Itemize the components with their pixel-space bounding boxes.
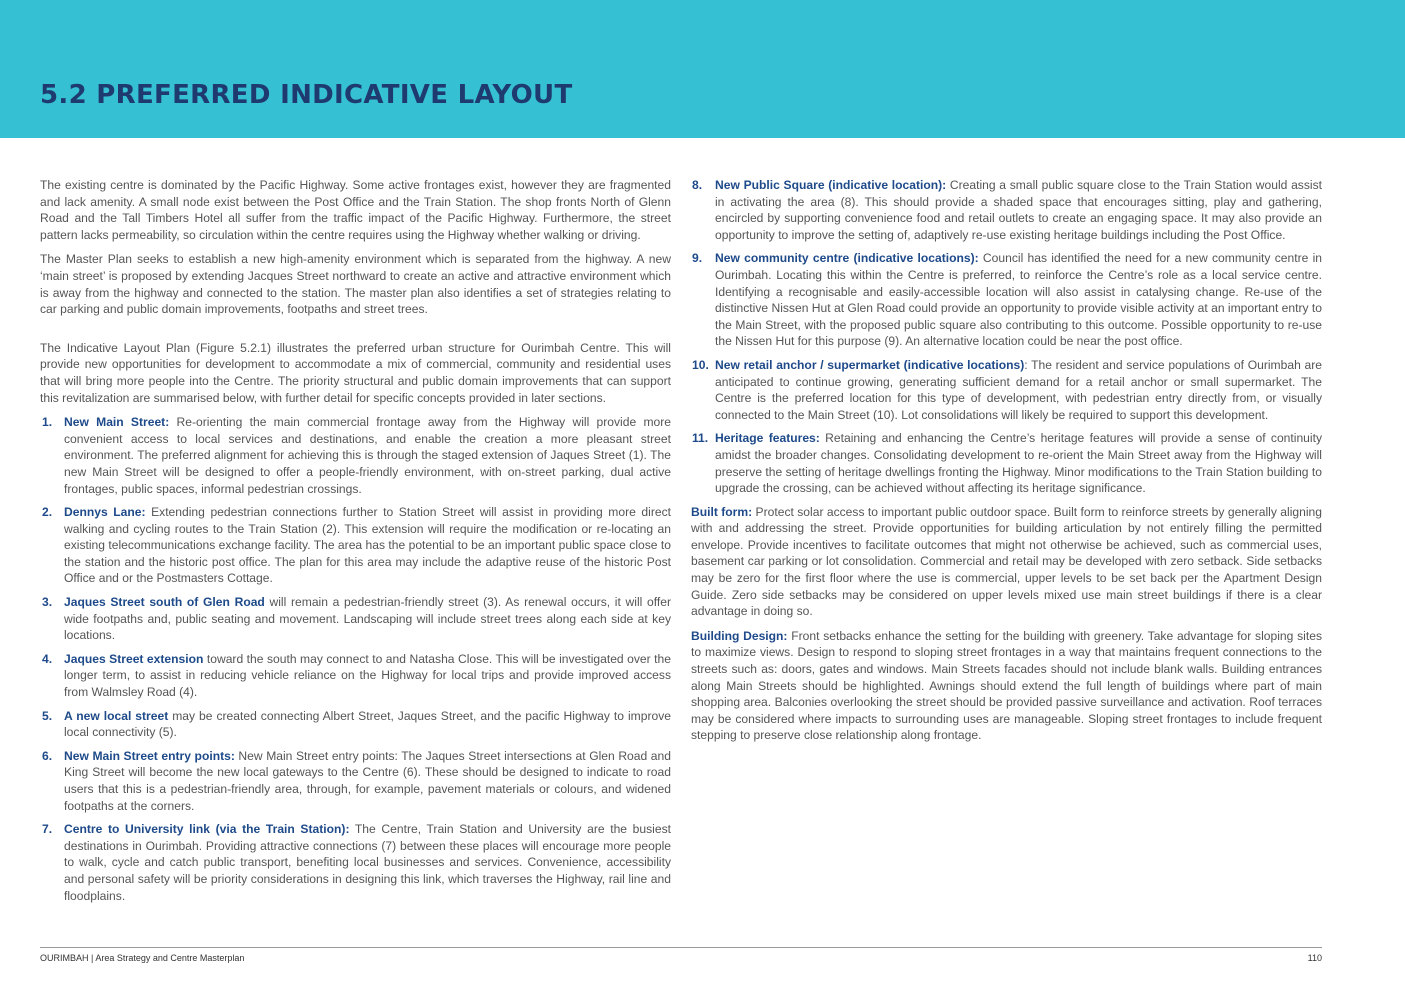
list-text: New Main Street entry points: The Jaques Street intersections at Glen Road and King Street will become the new local gateways to the Centre (6). These should be designed to indicate to road users that this is a pedestrian-friendly area, through, for example, pavement materials or colours, and widened footpaths at the corners. <box>64 748 671 813</box>
list-text: may be created connecting Albert Street, Jaques Street, and the pacific Highway to improve local connectivity (5). <box>64 708 671 740</box>
list-number: 3. <box>42 595 53 610</box>
intro-paragraph: The existing centre is dominated by the Pacific Highway. Some active frontages exist, however they are fragmented and lack amenity. A small node exist between the Post Office and the Train Station. The shop fronts North of Glenn Road and the Tall Timbers Hotel all suffer from the traffic impact of the Pacific Highway. Furthermore, the street pattern lacks permeability, so circulation within the centre requires using the Highway whether walking or driving. <box>40 178 671 242</box>
list-number: 9. <box>692 251 703 266</box>
footer-divider <box>40 947 1322 948</box>
list-heading: New Public Square (indicative location): <box>715 178 947 192</box>
list-number: 10. <box>692 357 709 372</box>
list-heading: Jaques Street extension <box>64 651 204 666</box>
list-text: toward the south may connect to and Natasha Close. This will be investigated over the longer term, to assist in reducing vehicle reliance on the Highway for local trips and provide improved access from Walmsley Road (4). <box>64 651 671 700</box>
built-form-text: Protect solar access to important public outdoor space. Built form to reinforce streets by generally aligning with and addressing the street. Provide opportunities for building articulation by not entirely filling the permitted envelope. Provide incentives to facilitate outcomes that might not otherwise be achieved, such as commercial uses, basement car parking or lot consolidation. Commercial and retail may be developed with zero setback. Side setbacks may be zero for the first floor where the use is commercial, upper levels to be set back per the Apartment Design Guide. Zero side setbacks may be considered on upper levels mixed use main street buildings if there is a clear advantage in doing so. <box>691 504 1322 619</box>
indicative-layout-paragraph: The Indicative Layout Plan (Figure 5.2.1) illustrates the preferred urban structure for Ourimbah Centre. This will provide new opportunities for development to accommodate a mix of commercial, community and residential uses that will bring more people into the Centre. The priority structural and public domain improvements that can support this revitalization are summarised below, with further detail for specific concepts provided in later sections. <box>40 340 671 405</box>
list-item <box>40 504 671 587</box>
building-design-heading: Building Design: <box>691 628 788 643</box>
left-column <box>40 177 671 911</box>
list-text: will remain a pedestrian-friendly street (3). As renewal occurs, it will offer wide footpaths and, public seating and movement. Landscaping will include street trees along each side at key locations. <box>64 595 671 643</box>
list-number: 11. <box>692 431 709 446</box>
list-text: Retaining and enhancing the Centre’s heritage features will provide a sense of continuity amidst the broader changes. Consolidating development to re-orient the Main Street away from the Highway will preserve the setting of heritage dwellings fronting the Highway. Minor modifications to the Train Station building to upgrade the crossing, can be achieved without affecting its heritage significance. <box>715 431 1322 496</box>
master-plan-paragraph: The Master Plan seeks to establish a new high-amenity environment which is separated from the highway. A new ‘main street’ is proposed by extending Jacques Street northward to create an active and attractive environment which is away from the highway and connected to the station. The master plan also identifies a set of strategies relating to car parking and public domain improvements, footpaths and street trees. <box>40 252 671 317</box>
header-banner <box>0 0 1405 138</box>
built-form-paragraph <box>691 504 1322 620</box>
list-text: The Centre, Train Station and University are the busiest destinations in Ourimbah. Providing attractive connections (7) between these places will encourage more people to walk, cycle and catch public transport, benefiting local businesses and services. Convenience, accessibility and personal safety will be priority considerations in designing this link, which traverses the Highway, rail line and floodplains. <box>64 822 671 903</box>
list-item <box>40 651 671 701</box>
building-design-text: Front setbacks enhance the setting for the building with greenery. Take advantage for sloping sites to maximize views. Design to respond to sloping street frontages in a way that maintains frequent connections to the streets such as: doors, gates and windows. Main Streets facades should not include blank walls. Building entrances along Main Streets should be highlighted. Awnings should extend the full length of buildings where part of main shopping area. Balconies overlooking the street should be provided passive surveillance and activation. Roof terraces may be considered where impacts to surrounding uses are manageable. Sloping street frontages to include frequent stepping to preserve close relationship along frontage. <box>691 628 1322 743</box>
right-column <box>691 177 1322 752</box>
list-item <box>40 414 671 497</box>
list-number: 5. <box>42 708 53 723</box>
list-text: Re-orienting the main commercial frontage away from the Highway will provide more convenient access to local services and destinations, and enable the creation a more pleasant street environment. The preferred alignment for achieving this is through the staged extension of Jaques Street (1). The new Main Street will be designed to offer a people-friendly environment, with on-street parking, dual active frontages, public spaces, informal pedestrian crossings. <box>64 415 671 496</box>
list-text: Extending pedestrian connections further to Station Street will assist in providing more direct walking and cycling routes to the Train Station (2). This extension will require the modification or re-locating an existing telecommunications exchange facility. The area has the potential to be an important public space close to the station and the historic post office. The plan for this area may include the adaptive reuse of the historic Post Office and or the Postmasters Cottage. <box>64 505 671 586</box>
footer-document-title: OURIMBAH | Area Strategy and Centre Masterplan <box>40 953 245 963</box>
list-number: 7. <box>42 822 53 837</box>
list-text: Creating a small public square close to the Train Station would assist in activating the area (8). This should provide a shaded space that encourages sitting, play and gathering, encircled by supporting convenience food and retail outlets to create an engaging space. It may also provide an opportunity to improve the setting of, adaptively re-use existing heritage buildings including the Post Office. <box>715 178 1322 242</box>
list-heading: Heritage features: <box>715 431 820 446</box>
list-number: 8. <box>692 178 703 192</box>
list-number: 1. <box>42 415 53 430</box>
list-heading: New Main Street: <box>64 415 170 430</box>
list-heading: Dennys Lane: <box>64 505 146 520</box>
list-heading: New community centre (indicative locations): <box>715 251 979 266</box>
list-text: : The resident and service populations of Ourimbah are anticipated to continue growing, generating sufficient demand for a retail anchor or small supermarket. The Centre is the preferred location for this type of development, with pedestrian entry directly from, or visually connected to the Main Street (10). Lot consolidations will likely be required to support this development. <box>715 357 1322 422</box>
list-number: 4. <box>42 651 53 666</box>
list-heading: New retail anchor / supermarket (indicative locations) <box>715 357 1025 372</box>
list-item <box>691 177 1322 243</box>
list-item <box>691 357 1322 423</box>
list-heading: New Main Street entry points: <box>64 748 235 763</box>
list-item <box>691 430 1322 496</box>
list-item <box>40 821 671 904</box>
list-heading: A new local street <box>64 708 169 723</box>
list-number: 6. <box>42 748 53 763</box>
list-item <box>691 250 1322 350</box>
building-design-paragraph <box>691 628 1322 744</box>
page-number: 110 <box>1307 953 1322 963</box>
list-heading: Centre to University link (via the Train Station): <box>64 822 350 837</box>
list-text: Council has identified the need for a new community centre in Ourimbah. Locating this within the Centre is preferred, to reinforce the Centre’s role as a local service centre. Identifying a recognisable and easily-accessible location will also assist in catalysing change. Re-use of the distinctive Nissen Hut at Glen Road could provide an opportunity to provide visible activity at an important entry to the Main Street, with the proposed public square also contributing to this outcome. Possible opportunity to re-use the Nissen Hut for this purpose (9). An alternative location could be near the post office. <box>715 251 1323 349</box>
list-heading: Jaques Street south of Glen Road <box>64 595 265 610</box>
list-item <box>40 708 671 741</box>
list-number: 2. <box>42 505 53 520</box>
list-item <box>40 748 671 814</box>
page-title: 5.2 PREFERRED INDICATIVE LAYOUT <box>40 80 573 110</box>
list-item <box>40 594 671 644</box>
built-form-heading: Built form: <box>691 504 753 519</box>
